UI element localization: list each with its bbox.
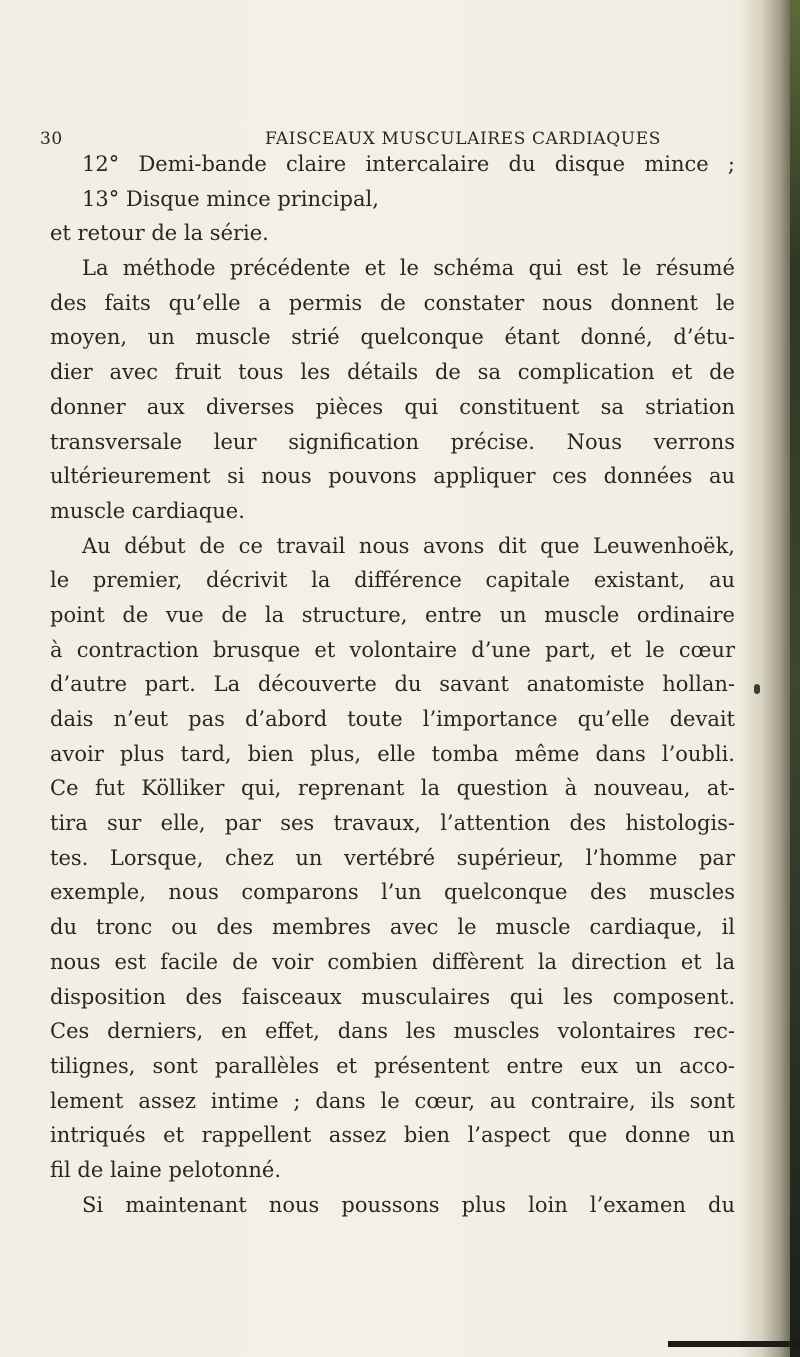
text-line: le premier, décrivit la différence capitale existant, au bbox=[50, 568, 735, 593]
text-line: dais n’eut pas d’abord toute l’importance qu’elle devait bbox=[50, 707, 735, 731]
text-line: tira sur elle, par ses travaux, l’attention des histologis- bbox=[50, 811, 735, 836]
text-line: ultérieurement si nous pouvons appliquer ces données au bbox=[50, 464, 735, 489]
text-line: 12° Demi-bande claire intercalaire du disque mince ; bbox=[82, 152, 735, 176]
bottom-edge-mark bbox=[668, 1341, 800, 1347]
body-text bbox=[50, 147, 735, 1222]
text-line: fil de laine pelotonné. bbox=[50, 1157, 281, 1182]
text-line: d’autre part. La découverte du savant anatomiste hollan- bbox=[50, 672, 735, 697]
text-line: disposition des faisceaux musculaires qui les composent. bbox=[50, 984, 735, 1009]
text-line: lement assez intime ; dans le cœur, au contraire, ils sont bbox=[50, 1088, 735, 1113]
text-line: tilignes, sont parallèles et présentent entre eux un acco- bbox=[50, 1053, 735, 1078]
text-line: Si maintenant nous poussons plus loin l’examen du bbox=[82, 1192, 735, 1217]
text-line: du tronc ou des membres avec le muscle cardiaque, il bbox=[50, 915, 735, 940]
text-line: Au début de ce travail nous avons dit que Leuwenhoëk, bbox=[82, 533, 735, 558]
text-line: des faits qu’elle a permis de constater nous donnent le bbox=[50, 290, 735, 315]
running-head-title: FAISCEAUX MUSCULAIRES CARDIAQUES bbox=[265, 129, 661, 149]
text-line: moyen, un muscle strié quelconque étant donné, d’étu- bbox=[50, 325, 735, 350]
text-line: muscle cardiaque. bbox=[50, 498, 245, 523]
text-line: 13° Disque mince principal, bbox=[82, 186, 379, 211]
page-number: 30 bbox=[40, 129, 63, 149]
text-line: exemple, nous comparons l’un quelconque des muscles bbox=[50, 880, 735, 905]
binding-edge bbox=[790, 0, 800, 1357]
text-line: nous est facile de voir combien diffèrent la direction et la bbox=[50, 949, 735, 974]
text-line: et retour de la série. bbox=[50, 221, 269, 246]
text-line: avoir plus tard, bien plus, elle tomba même dans l’oubli. bbox=[50, 741, 735, 766]
text-line: dier avec fruit tous les détails de sa complication et de bbox=[50, 360, 735, 385]
text-line: Ces derniers, en effet, dans les muscles volontaires rec- bbox=[50, 1019, 735, 1044]
text-line: intriqués et rappellent assez bien l’aspect que donne un bbox=[50, 1123, 735, 1148]
text-line: tes. Lorsque, chez un vertébré supérieur, l’homme par bbox=[50, 845, 735, 870]
text-line: Ce fut Kölliker qui, reprenant la question à nouveau, at- bbox=[50, 776, 735, 801]
text-line: La méthode précédente et le schéma qui est le résumé bbox=[82, 256, 735, 281]
text-line: à contraction brusque et volontaire d’une part, et le cœur bbox=[50, 637, 735, 662]
ink-speck bbox=[754, 684, 760, 694]
text-line: point de vue de la structure, entre un muscle ordinaire bbox=[50, 602, 735, 627]
text-line: transversale leur signification précise. Nous verrons bbox=[50, 429, 735, 454]
text-line: donner aux diverses pièces qui constituent sa striation bbox=[50, 394, 735, 419]
